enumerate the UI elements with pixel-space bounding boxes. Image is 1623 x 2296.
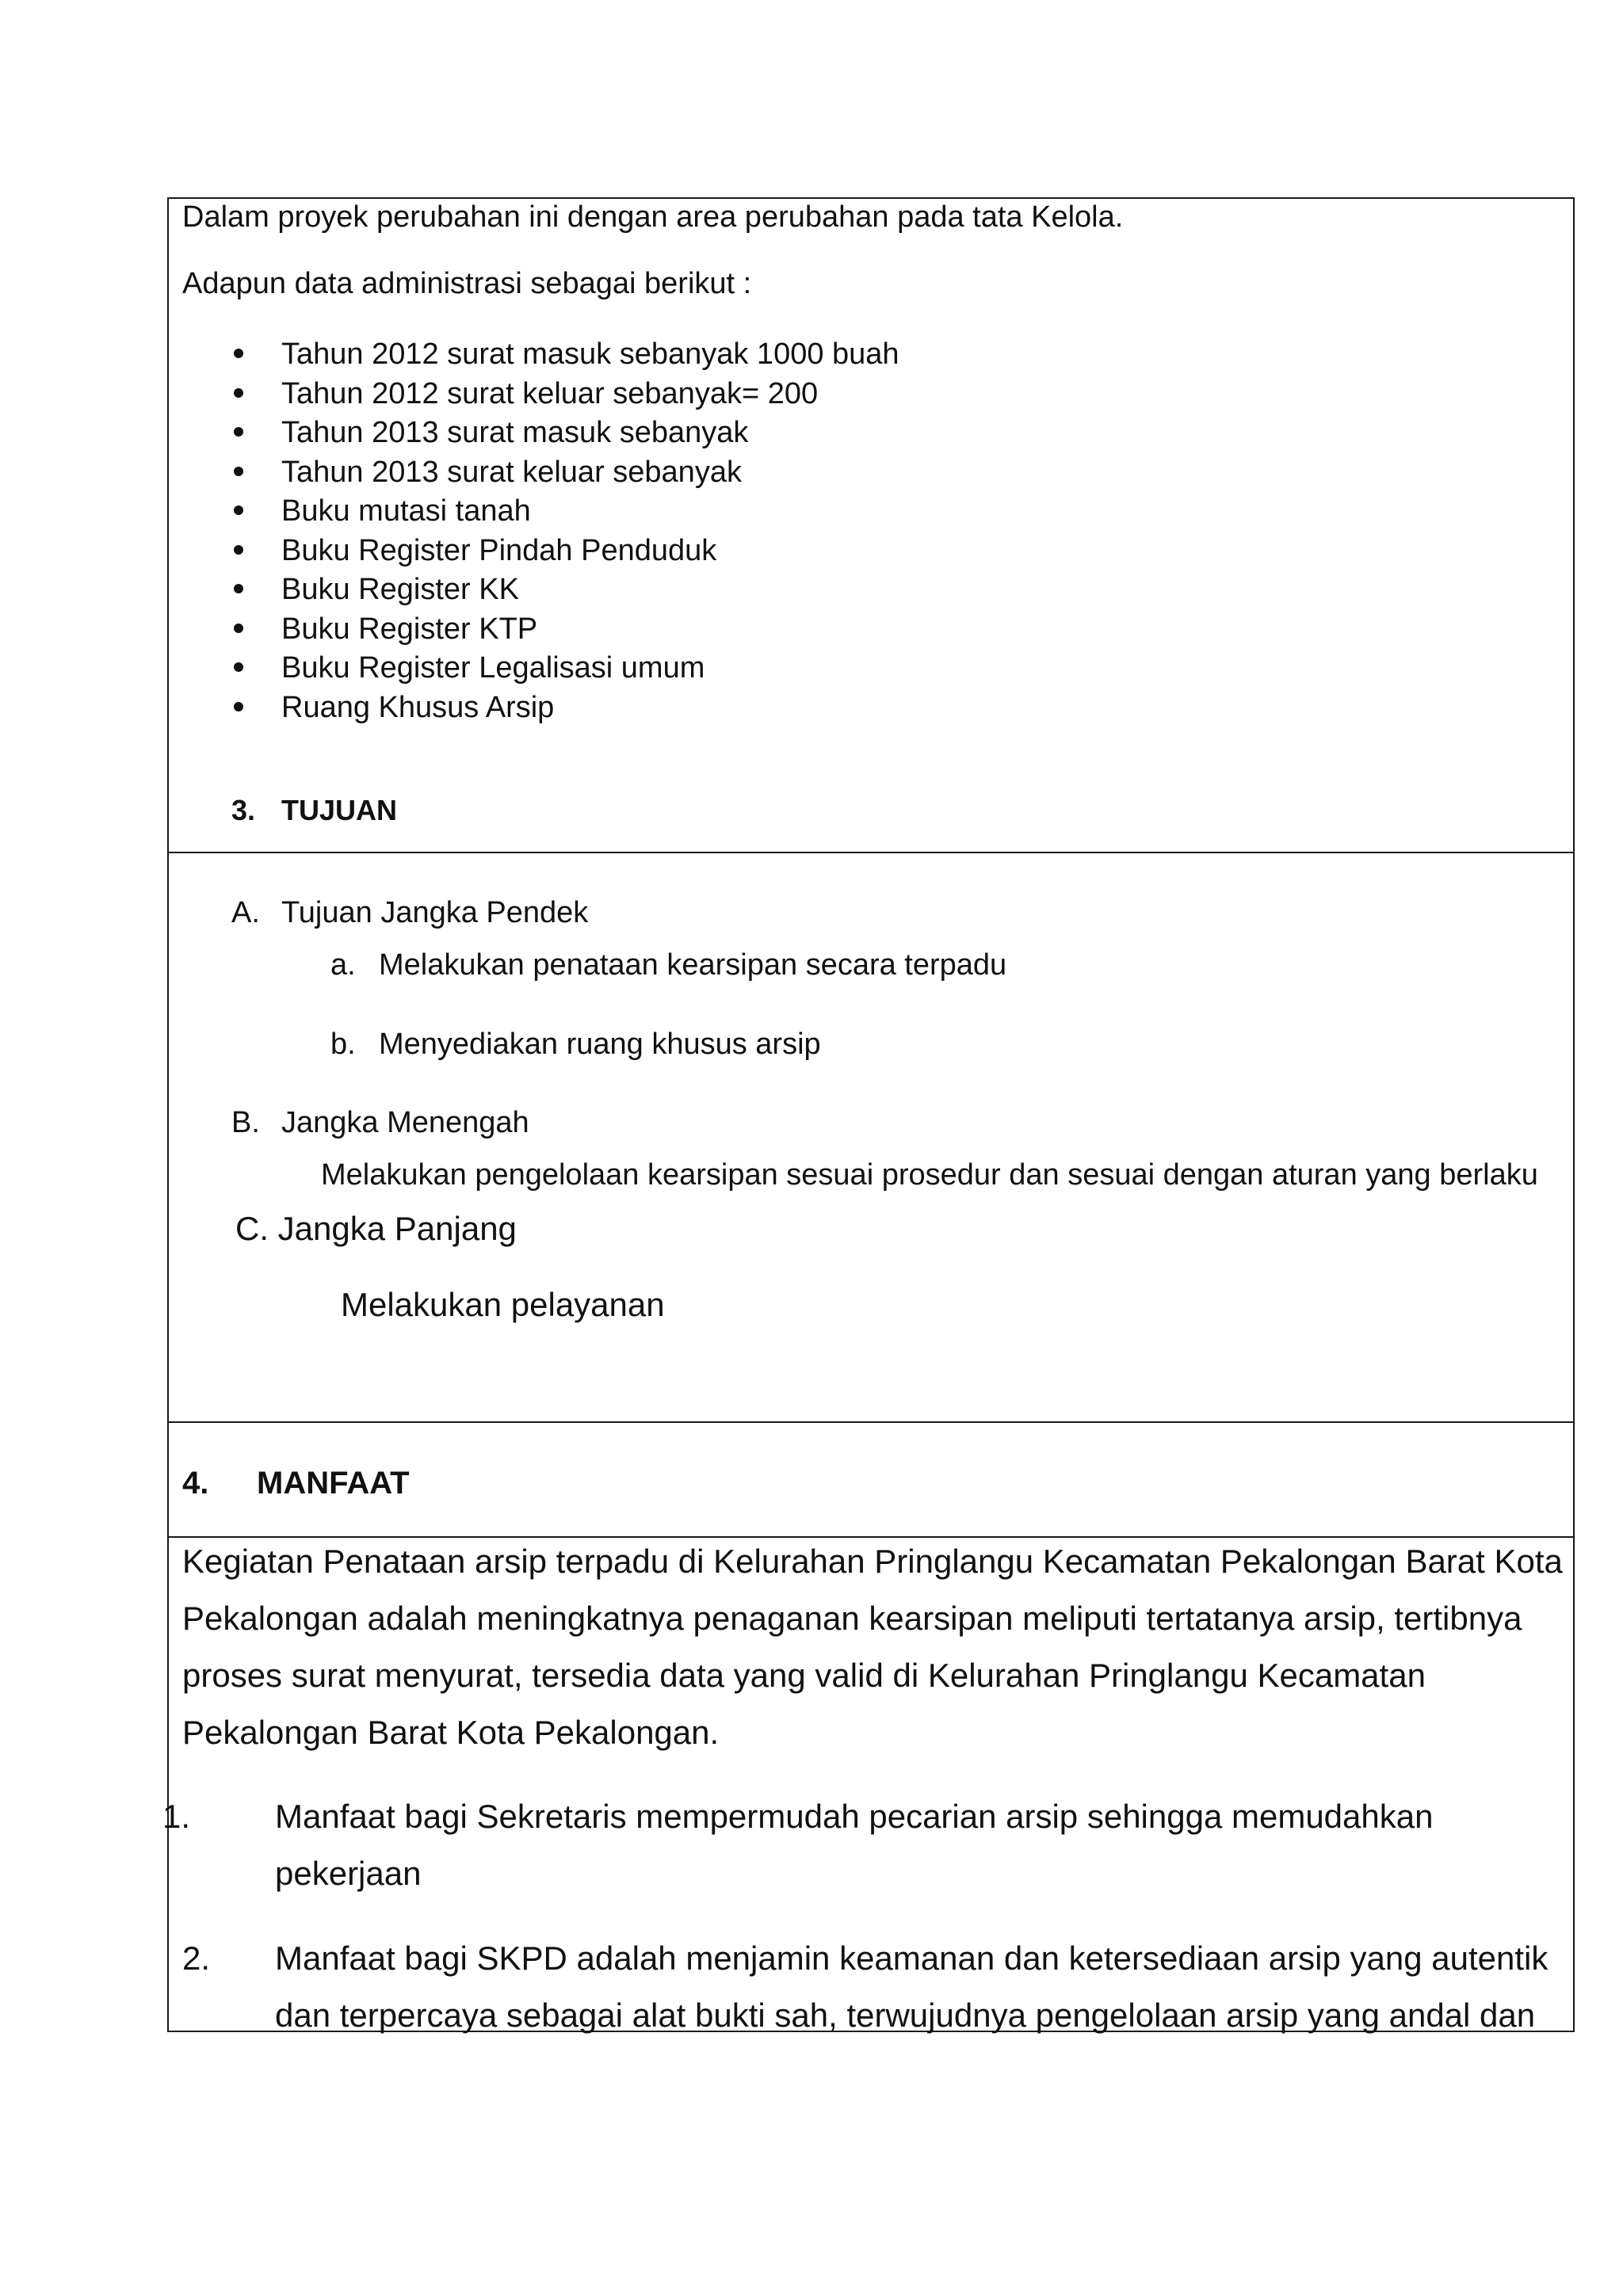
list-item-line: Manfaat bagi SKPD adalah menjamin keamanan dan ketersediaan arsip yang autentik — [275, 1939, 1549, 1977]
bullet-icon — [234, 624, 243, 633]
row-divider — [167, 1536, 1575, 1538]
paragraph-line: Pekalongan adalah meningkatnya penaganan kearsipan meliputi tertatanya arsip, tertibnya — [182, 1600, 1522, 1637]
bullet-icon — [234, 505, 243, 515]
bullet-icon — [234, 467, 243, 476]
list-item-line: pekerjaan — [275, 1855, 422, 1892]
section-title: TUJUAN — [281, 794, 398, 826]
intro-line: Dalam proyek perubahan ini dengan area perubahan pada tata Kelola. — [182, 200, 1124, 234]
subsection-title: C. Jangka Panjang — [235, 1210, 517, 1247]
list-item: Buku Register Legalisasi umum — [281, 651, 705, 685]
subsection-title: Jangka Menengah — [281, 1106, 529, 1139]
section-number: 3. — [231, 794, 256, 826]
bullet-icon — [234, 427, 243, 437]
list-item: Ruang Khusus Arsip — [281, 691, 555, 724]
list-marker: a. — [330, 948, 356, 982]
bullet-icon — [234, 702, 243, 711]
bullet-icon — [234, 349, 243, 358]
list-marker: B. — [231, 1106, 260, 1139]
list-item: Menyediakan ruang khusus arsip — [379, 1028, 821, 1061]
row-divider — [167, 1421, 1575, 1423]
section-title: MANFAAT — [257, 1466, 410, 1501]
bullet-icon — [234, 584, 243, 593]
list-item: Melakukan penataan kearsipan secara terpadu — [379, 948, 1007, 982]
paragraph-line: proses surat menyurat, tersedia data yang valid di Kelurahan Pringlangu Kecamatan — [182, 1657, 1426, 1694]
subsection-title: Tujuan Jangka Pendek — [281, 896, 589, 929]
bullet-icon — [234, 662, 243, 672]
list-marker: 1. — [162, 1798, 191, 1835]
list-item: Tahun 2012 surat keluar sebanyak= 200 — [281, 377, 819, 410]
list-item: Tahun 2013 surat keluar sebanyak — [281, 456, 742, 489]
section-number: 4. — [182, 1466, 209, 1501]
list-item-line: Manfaat bagi Sekretaris mempermudah pecarian arsip sehingga memudahkan — [275, 1798, 1434, 1835]
list-item-line: dan terpercaya sebagai alat bukti sah, terwujudnya pengelolaan arsip yang andal dan — [275, 1997, 1536, 2034]
list-item: Tahun 2012 surat masuk sebanyak 1000 buah — [281, 338, 899, 371]
list-marker: 2. — [182, 1939, 211, 1977]
list-item: Buku Register KTP — [281, 612, 538, 646]
list-item: Tahun 2013 surat masuk sebanyak — [281, 416, 749, 449]
paragraph-line: Pekalongan Barat Kota Pekalongan. — [182, 1714, 720, 1751]
bullet-icon — [234, 388, 243, 398]
bullet-icon — [234, 545, 243, 555]
list-item: Buku Register KK — [281, 573, 519, 606]
body-text: Melakukan pelayanan — [341, 1286, 665, 1323]
intro-line: Adapun data administrasi sebagai berikut : — [182, 267, 752, 300]
body-text: Melakukan pengelolaan kearsipan sesuai prosedur dan sesuai dengan aturan yang berlaku — [321, 1158, 1538, 1192]
row-divider — [167, 852, 1575, 853]
list-item: Buku mutasi tanah — [281, 494, 531, 528]
paragraph-line: Kegiatan Penataan arsip terpadu di Kelurahan Pringlangu Kecamatan Pekalongan Barat Kota — [182, 1543, 1563, 1580]
list-marker: b. — [330, 1028, 356, 1061]
list-item: Buku Register Pindah Penduduk — [281, 534, 717, 567]
list-marker: A. — [231, 896, 260, 929]
